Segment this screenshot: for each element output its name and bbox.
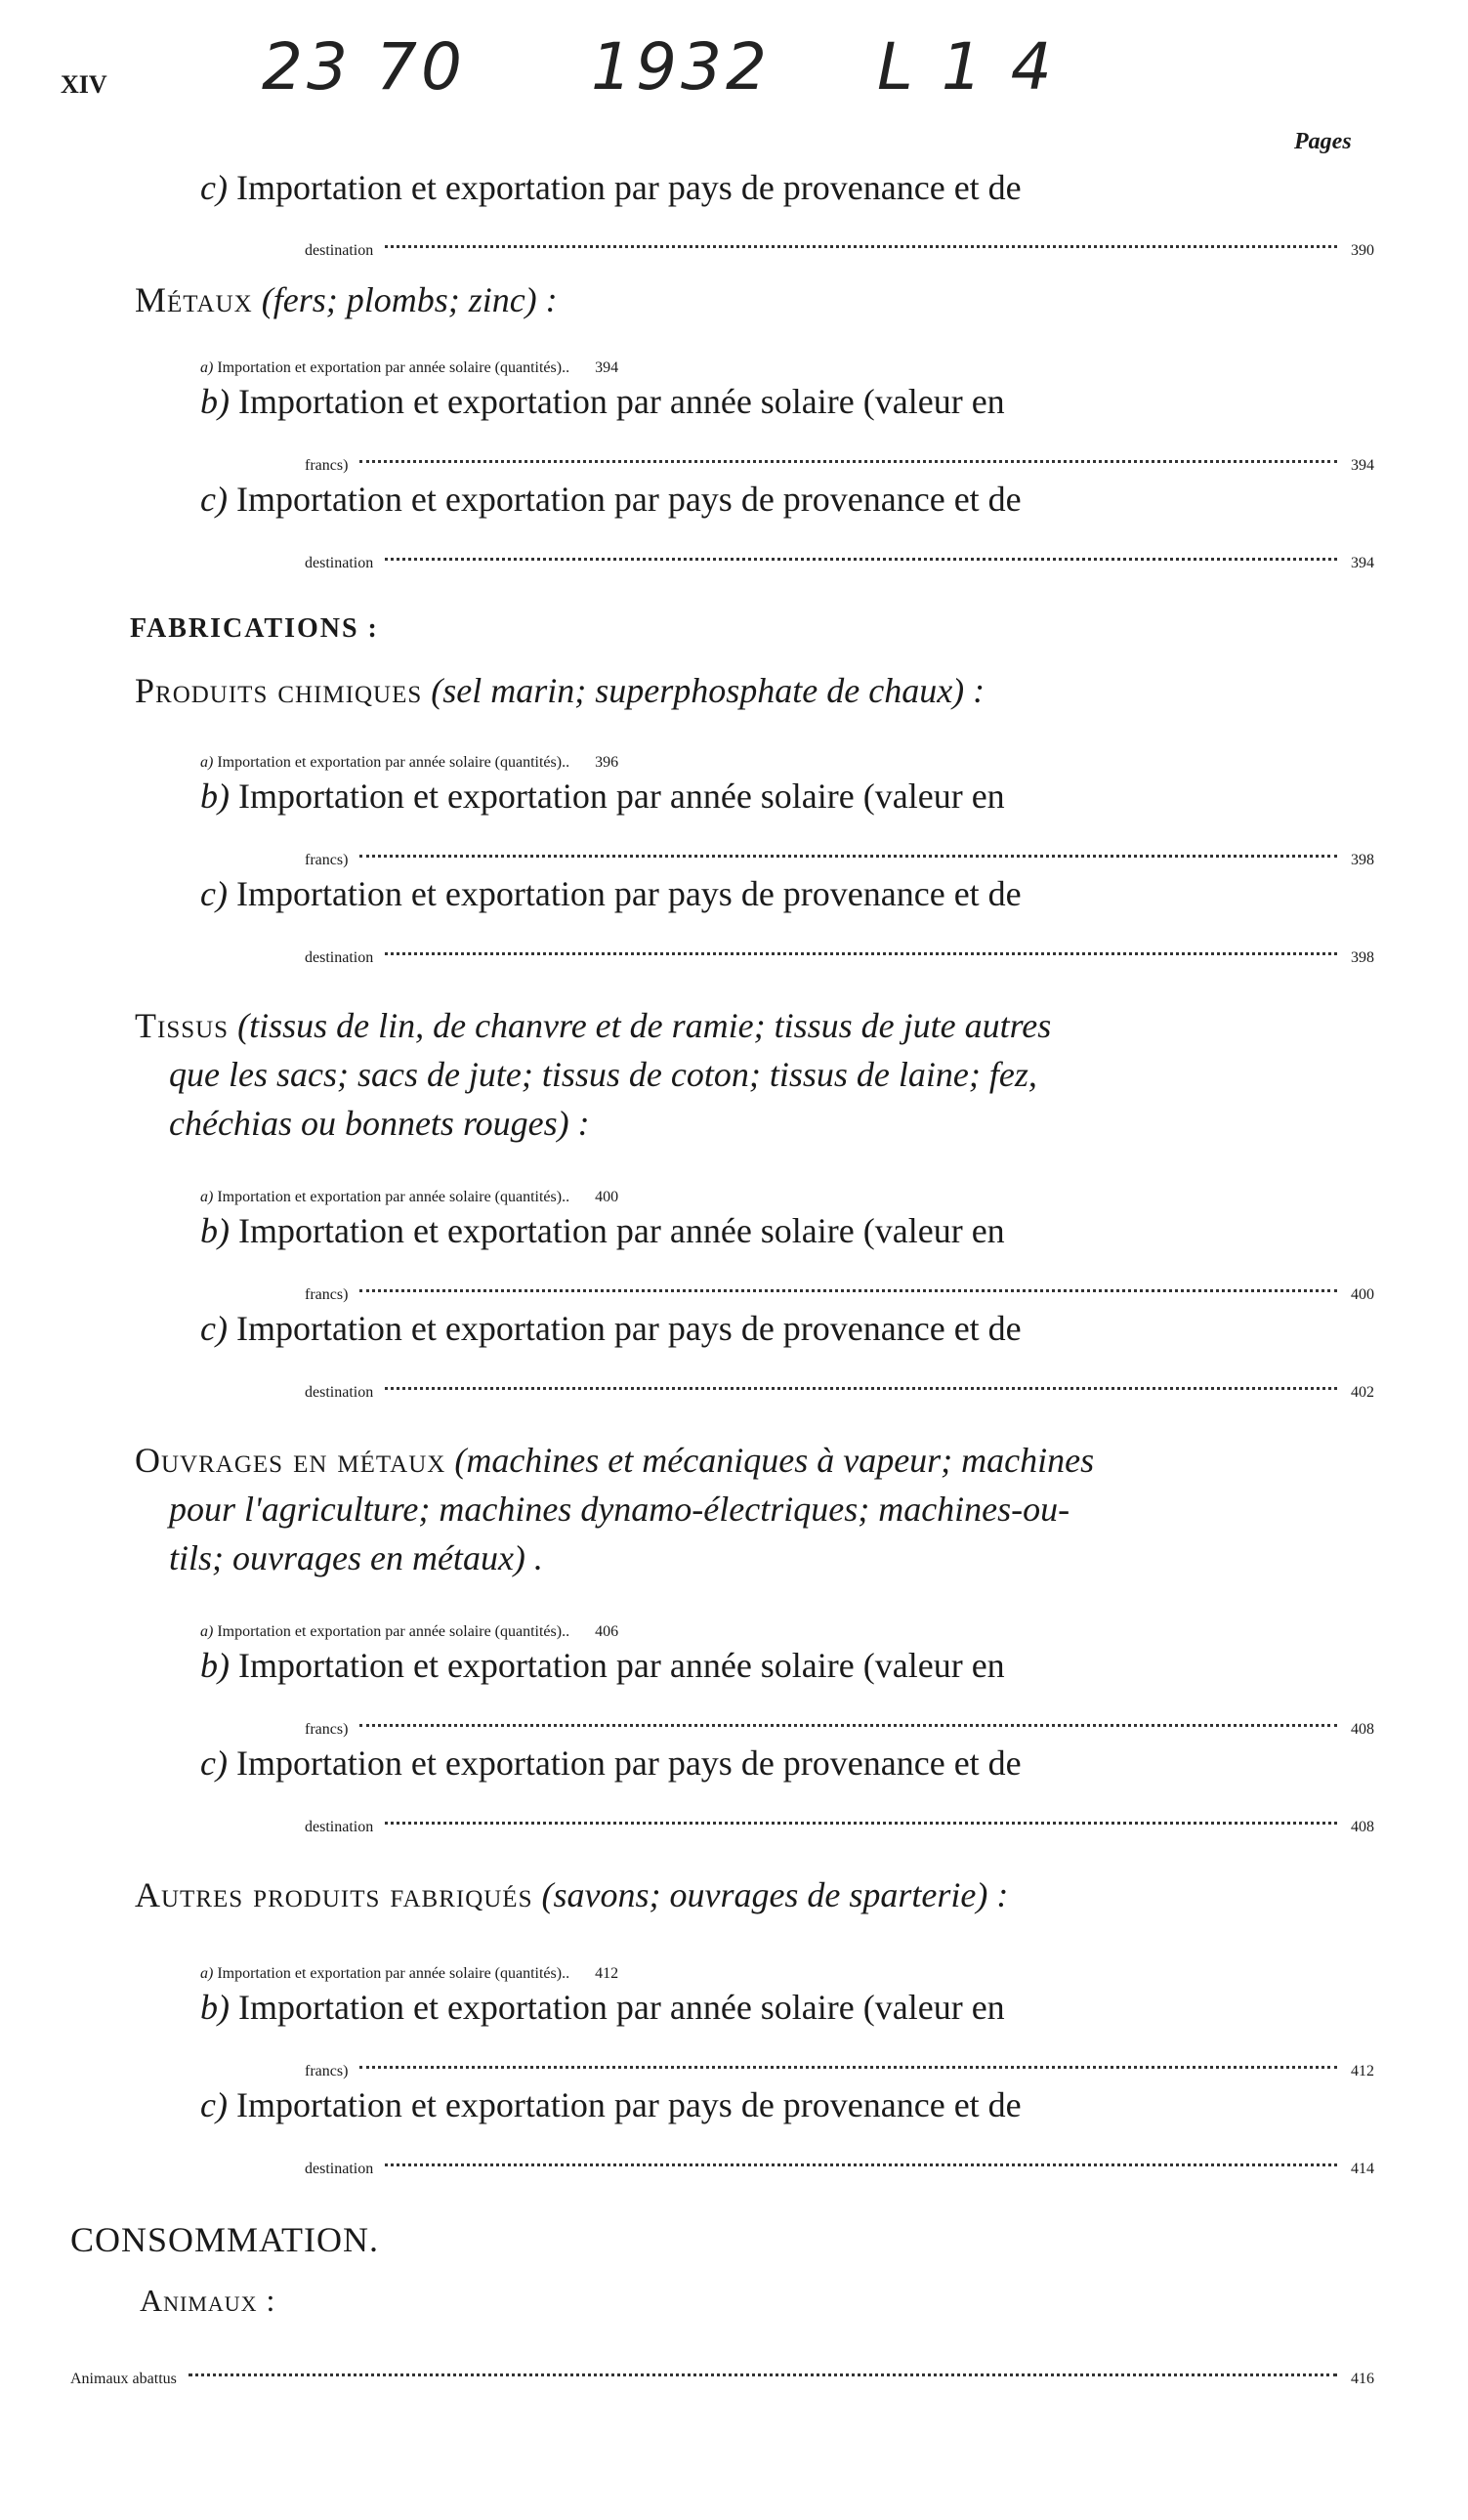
dot-leader	[359, 2066, 1337, 2069]
toc-entry-line: b) Importation et exportation par année solaire (valeur en	[200, 1211, 1005, 1250]
section-detail-line: que les sacs; sacs de jute; tissus de coton; tissus de laine; fez,	[169, 1055, 1037, 1094]
page-ref: 412	[1351, 2063, 1374, 2079]
section-heading-ouvrages: Ouvrages en métaux (machines et mécaniques à vapeur; machines	[135, 1441, 1095, 1480]
page-ref: 396	[595, 754, 619, 771]
page-ref: 398	[1351, 949, 1374, 966]
section-heading-tissus: Tissus (tissus de lin, de chanvre et de ramie; tissus de jute autres	[135, 1006, 1052, 1045]
dot-leader	[359, 460, 1337, 463]
section-detail-line: chéchias ou bonnets rouges) :	[169, 1104, 590, 1143]
toc-entry-line: b) Importation et exportation par année solaire (valeur en	[200, 1988, 1005, 2027]
page-number: XIV	[61, 70, 107, 99]
dot-leader	[359, 1289, 1337, 1292]
handwritten-note-1: 23 70	[262, 29, 466, 105]
dot-leader	[189, 2373, 1337, 2376]
page-ref: 416	[1351, 2371, 1374, 2387]
dot-leader	[385, 2163, 1337, 2166]
toc-entry-line: c) Importation et exportation par pays de provenance et de	[200, 480, 1022, 519]
section-heading-produits-chimiques: Produits chimiques (sel marin; superphosphate de chaux) :	[135, 671, 986, 710]
toc-entry-line: c) Importation et exportation par pays de provenance et de	[200, 874, 1022, 913]
toc-entry-leader: destination 408	[305, 1819, 1374, 1835]
toc-entry-leader: francs) 394	[305, 457, 1374, 474]
section-heading-metaux: Métaux (fers; plombs; zinc) :	[135, 280, 558, 319]
toc-entry-leader: Animaux abattus 416	[70, 2371, 1374, 2387]
handwritten-note-2: 1932	[591, 29, 771, 105]
toc-entry-leader: francs) 398	[305, 852, 1374, 868]
section-heading-consommation: CONSOMMATION.	[70, 2220, 380, 2259]
section-detail-line: pour l'agriculture; machines dynamo-électriques; machines-ou-	[169, 1490, 1070, 1529]
page-ref: 394	[595, 359, 619, 376]
page-ref: 400	[595, 1189, 619, 1205]
handwritten-note-3: L 1 4	[877, 29, 1056, 105]
toc-entry-line: c) Importation et exportation par pays de provenance et de	[200, 1309, 1022, 1348]
toc-entry-leader: a) Importation et exportation par année solaire (quantités).. 396	[200, 754, 619, 771]
toc-entry-leader: a) Importation et exportation par année solaire (quantités).. 400	[200, 1189, 619, 1205]
toc-entry-line: c) Importation et exportation par pays de provenance et de	[200, 168, 1022, 207]
toc-entry-leader: destination 390	[305, 242, 1374, 259]
dot-leader	[385, 1822, 1337, 1825]
toc-entry-leader: a) Importation et exportation par année solaire (quantités).. 394	[200, 359, 619, 376]
section-detail-line: tils; ouvrages en métaux) .	[169, 1538, 543, 1577]
page-ref: 398	[1351, 852, 1374, 868]
section-heading-animaux: Animaux :	[140, 2283, 276, 2318]
toc-entry-leader: destination 394	[305, 555, 1374, 571]
toc-entry-leader: francs) 412	[305, 2063, 1374, 2079]
page-ref: 406	[595, 1623, 619, 1640]
toc-entry-leader: a) Importation et exportation par année solaire (quantités).. 406	[200, 1623, 619, 1640]
dot-leader	[385, 952, 1337, 955]
toc-entry-line: b) Importation et exportation par année solaire (valeur en	[200, 1646, 1005, 1685]
dot-leader	[385, 1387, 1337, 1390]
toc-entry-leader: destination 402	[305, 1384, 1374, 1401]
page-ref: 394	[1351, 457, 1374, 474]
toc-entry-line: b) Importation et exportation par année solaire (valeur en	[200, 382, 1005, 421]
toc-entry-leader: destination 414	[305, 2161, 1374, 2177]
page-ref: 414	[1351, 2161, 1374, 2177]
dot-leader	[359, 855, 1337, 858]
page-ref: 400	[1351, 1286, 1374, 1303]
page-ref: 390	[1351, 242, 1374, 259]
page-ref: 412	[595, 1965, 619, 1982]
dot-leader	[359, 1724, 1337, 1727]
toc-entry-leader: destination 398	[305, 949, 1374, 966]
toc-entry-line: b) Importation et exportation par année solaire (valeur en	[200, 777, 1005, 816]
toc-entry-leader: a) Importation et exportation par année solaire (quantités).. 412	[200, 1965, 619, 1982]
toc-entry-line: c) Importation et exportation par pays de provenance et de	[200, 1743, 1022, 1783]
page-ref: 408	[1351, 1819, 1374, 1835]
dot-leader	[385, 245, 1337, 248]
toc-entry-line: c) Importation et exportation par pays de provenance et de	[200, 2085, 1022, 2124]
page-ref: 408	[1351, 1721, 1374, 1738]
toc-entry-leader: francs) 408	[305, 1721, 1374, 1738]
pages-column-label: Pages	[1294, 129, 1352, 154]
page-ref: 394	[1351, 555, 1374, 571]
section-heading-fabrications: FABRICATIONS :	[130, 613, 379, 644]
toc-entry-leader: francs) 400	[305, 1286, 1374, 1303]
section-heading-autres-produits: Autres produits fabriqués (savons; ouvrages de sparterie) :	[135, 1875, 1009, 1914]
page-ref: 402	[1351, 1384, 1374, 1401]
dot-leader	[385, 558, 1337, 561]
